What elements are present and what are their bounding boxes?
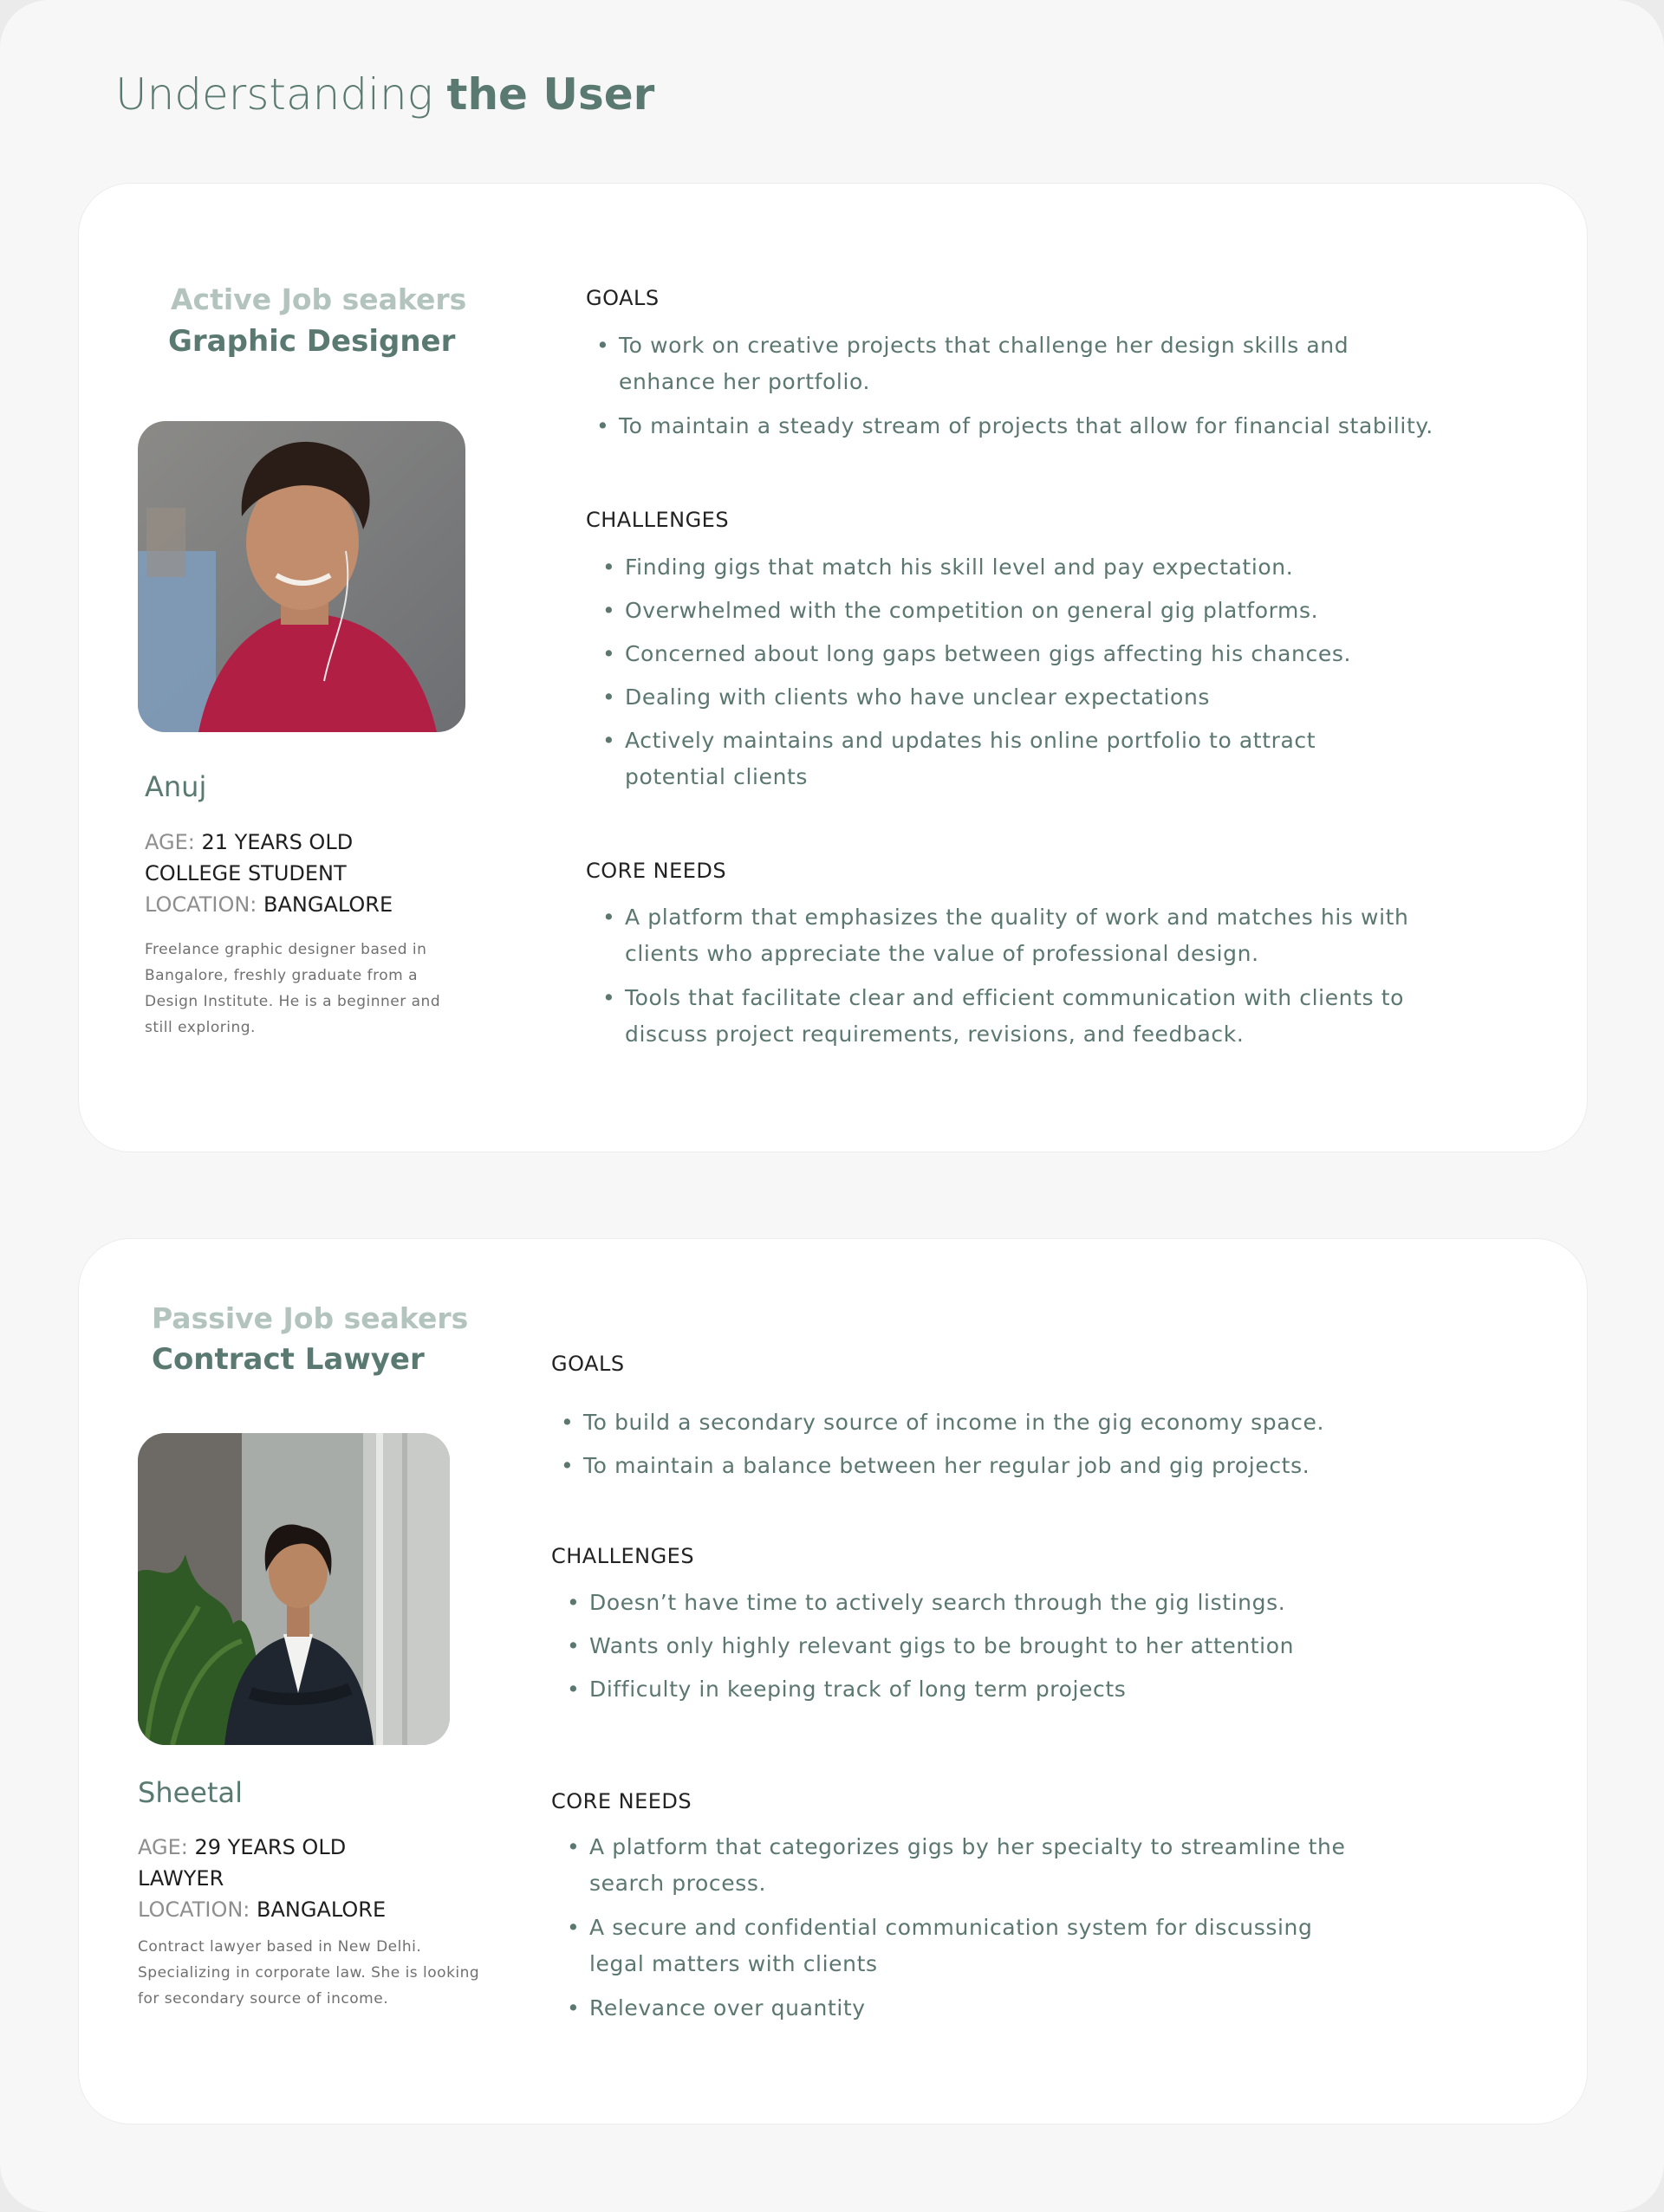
- persona-name: Anuj: [145, 770, 207, 803]
- list-item: • A secure and confidential communication system for discussing legal matters with clients: [558, 1910, 1355, 1982]
- page-title-light: Understanding: [115, 69, 447, 120]
- persona-segment: Active Job seakers: [171, 282, 467, 316]
- list-item: • Difficulty in keeping track of long term projects: [558, 1671, 1511, 1708]
- age-value: 21 YEARS OLD: [201, 830, 354, 854]
- location-row: [145, 889, 393, 920]
- age-row: [138, 1832, 386, 1863]
- persona-role: Graphic Designer: [168, 324, 456, 359]
- list-item: • Concerned about long gaps between gigs affecting his chances.: [594, 636, 1530, 672]
- persona-photo-sheetal: [138, 1433, 450, 1745]
- list-item: • Wants only highly relevant gigs to be brought to her attention: [558, 1628, 1511, 1664]
- list-item: • To maintain a balance between her regular job and gig projects.: [552, 1448, 1505, 1484]
- list-item: • A platform that categorizes gigs by her specialty to streamline the search process.: [558, 1829, 1407, 1902]
- core-needs-title: CORE NEEDS: [586, 859, 727, 883]
- persona-role: Contract Lawyer: [152, 1342, 425, 1377]
- age-label: AGE:: [145, 830, 202, 854]
- age-row: [145, 827, 393, 858]
- location-row: [138, 1894, 386, 1925]
- portrait-image: [138, 1433, 450, 1745]
- location-label: LOCATION:: [145, 892, 264, 917]
- list-item: • Dealing with clients who have unclear expectations: [594, 679, 1530, 716]
- persona-bio: Contract lawyer based in New Delhi. Specializing in corporate law. She is looking for secondary source of income.: [138, 1938, 480, 2008]
- challenges-title: CHALLENGES: [586, 508, 730, 532]
- list-item: • Finding gigs that match his skill level and pay expectation.: [594, 549, 1530, 586]
- page-title-bold: the User: [446, 69, 655, 120]
- list-item: • Tools that facilitate clear and efficient communication with clients to discuss project requirements, revisions, and feedback.: [594, 980, 1460, 1053]
- goals-title: GOALS: [551, 1352, 625, 1376]
- list-item: • To work on creative projects that challenge her design skills and enhance her portfolio.: [588, 328, 1437, 400]
- persona-card-active: [78, 183, 1588, 1152]
- persona-card-passive: [78, 1238, 1588, 2124]
- list-item: • Relevance over quantity: [558, 1990, 1425, 2027]
- age-value: 29 YEARS OLD: [194, 1835, 347, 1859]
- portrait-image: [138, 421, 465, 732]
- goals-title: GOALS: [586, 286, 660, 310]
- list-item: • Overwhelmed with the competition on general gig platforms.: [594, 593, 1530, 629]
- persona-photo-anuj: [138, 421, 465, 732]
- list-item: • Doesn’t have time to actively search through the gig listings.: [558, 1585, 1511, 1621]
- persona-name: Sheetal: [138, 1776, 244, 1809]
- challenges-title: CHALLENGES: [551, 1544, 695, 1568]
- persona-segment: Passive Job seakers: [152, 1301, 469, 1335]
- core-needs-title: CORE NEEDS: [551, 1789, 692, 1813]
- occupation: COLLEGE STUDENT: [145, 861, 347, 885]
- age-label: AGE:: [138, 1835, 195, 1859]
- location-label: LOCATION:: [138, 1897, 257, 1922]
- list-item: • A platform that emphasizes the quality of work and matches his with clients who appreciate the value of professional design.: [594, 899, 1443, 972]
- page-title: [115, 69, 654, 120]
- persona-bio: Freelance graphic designer based in Bangalore, freshly graduate from a Design Institute. He is a beginner and still exploring.: [145, 941, 441, 1036]
- list-item: • To build a secondary source of income in the gig economy space.: [552, 1404, 1505, 1441]
- location-value: BANGALORE: [257, 1897, 387, 1922]
- persona-facts: [138, 1832, 386, 1925]
- persona-facts: [145, 827, 393, 920]
- list-item: • To maintain a steady stream of projects that allow for financial stability.: [588, 408, 1524, 444]
- occupation: LAWYER: [138, 1866, 224, 1891]
- location-value: BANGALORE: [263, 892, 393, 917]
- list-item: • Actively maintains and updates his online portfolio to attract potential clients: [594, 723, 1356, 795]
